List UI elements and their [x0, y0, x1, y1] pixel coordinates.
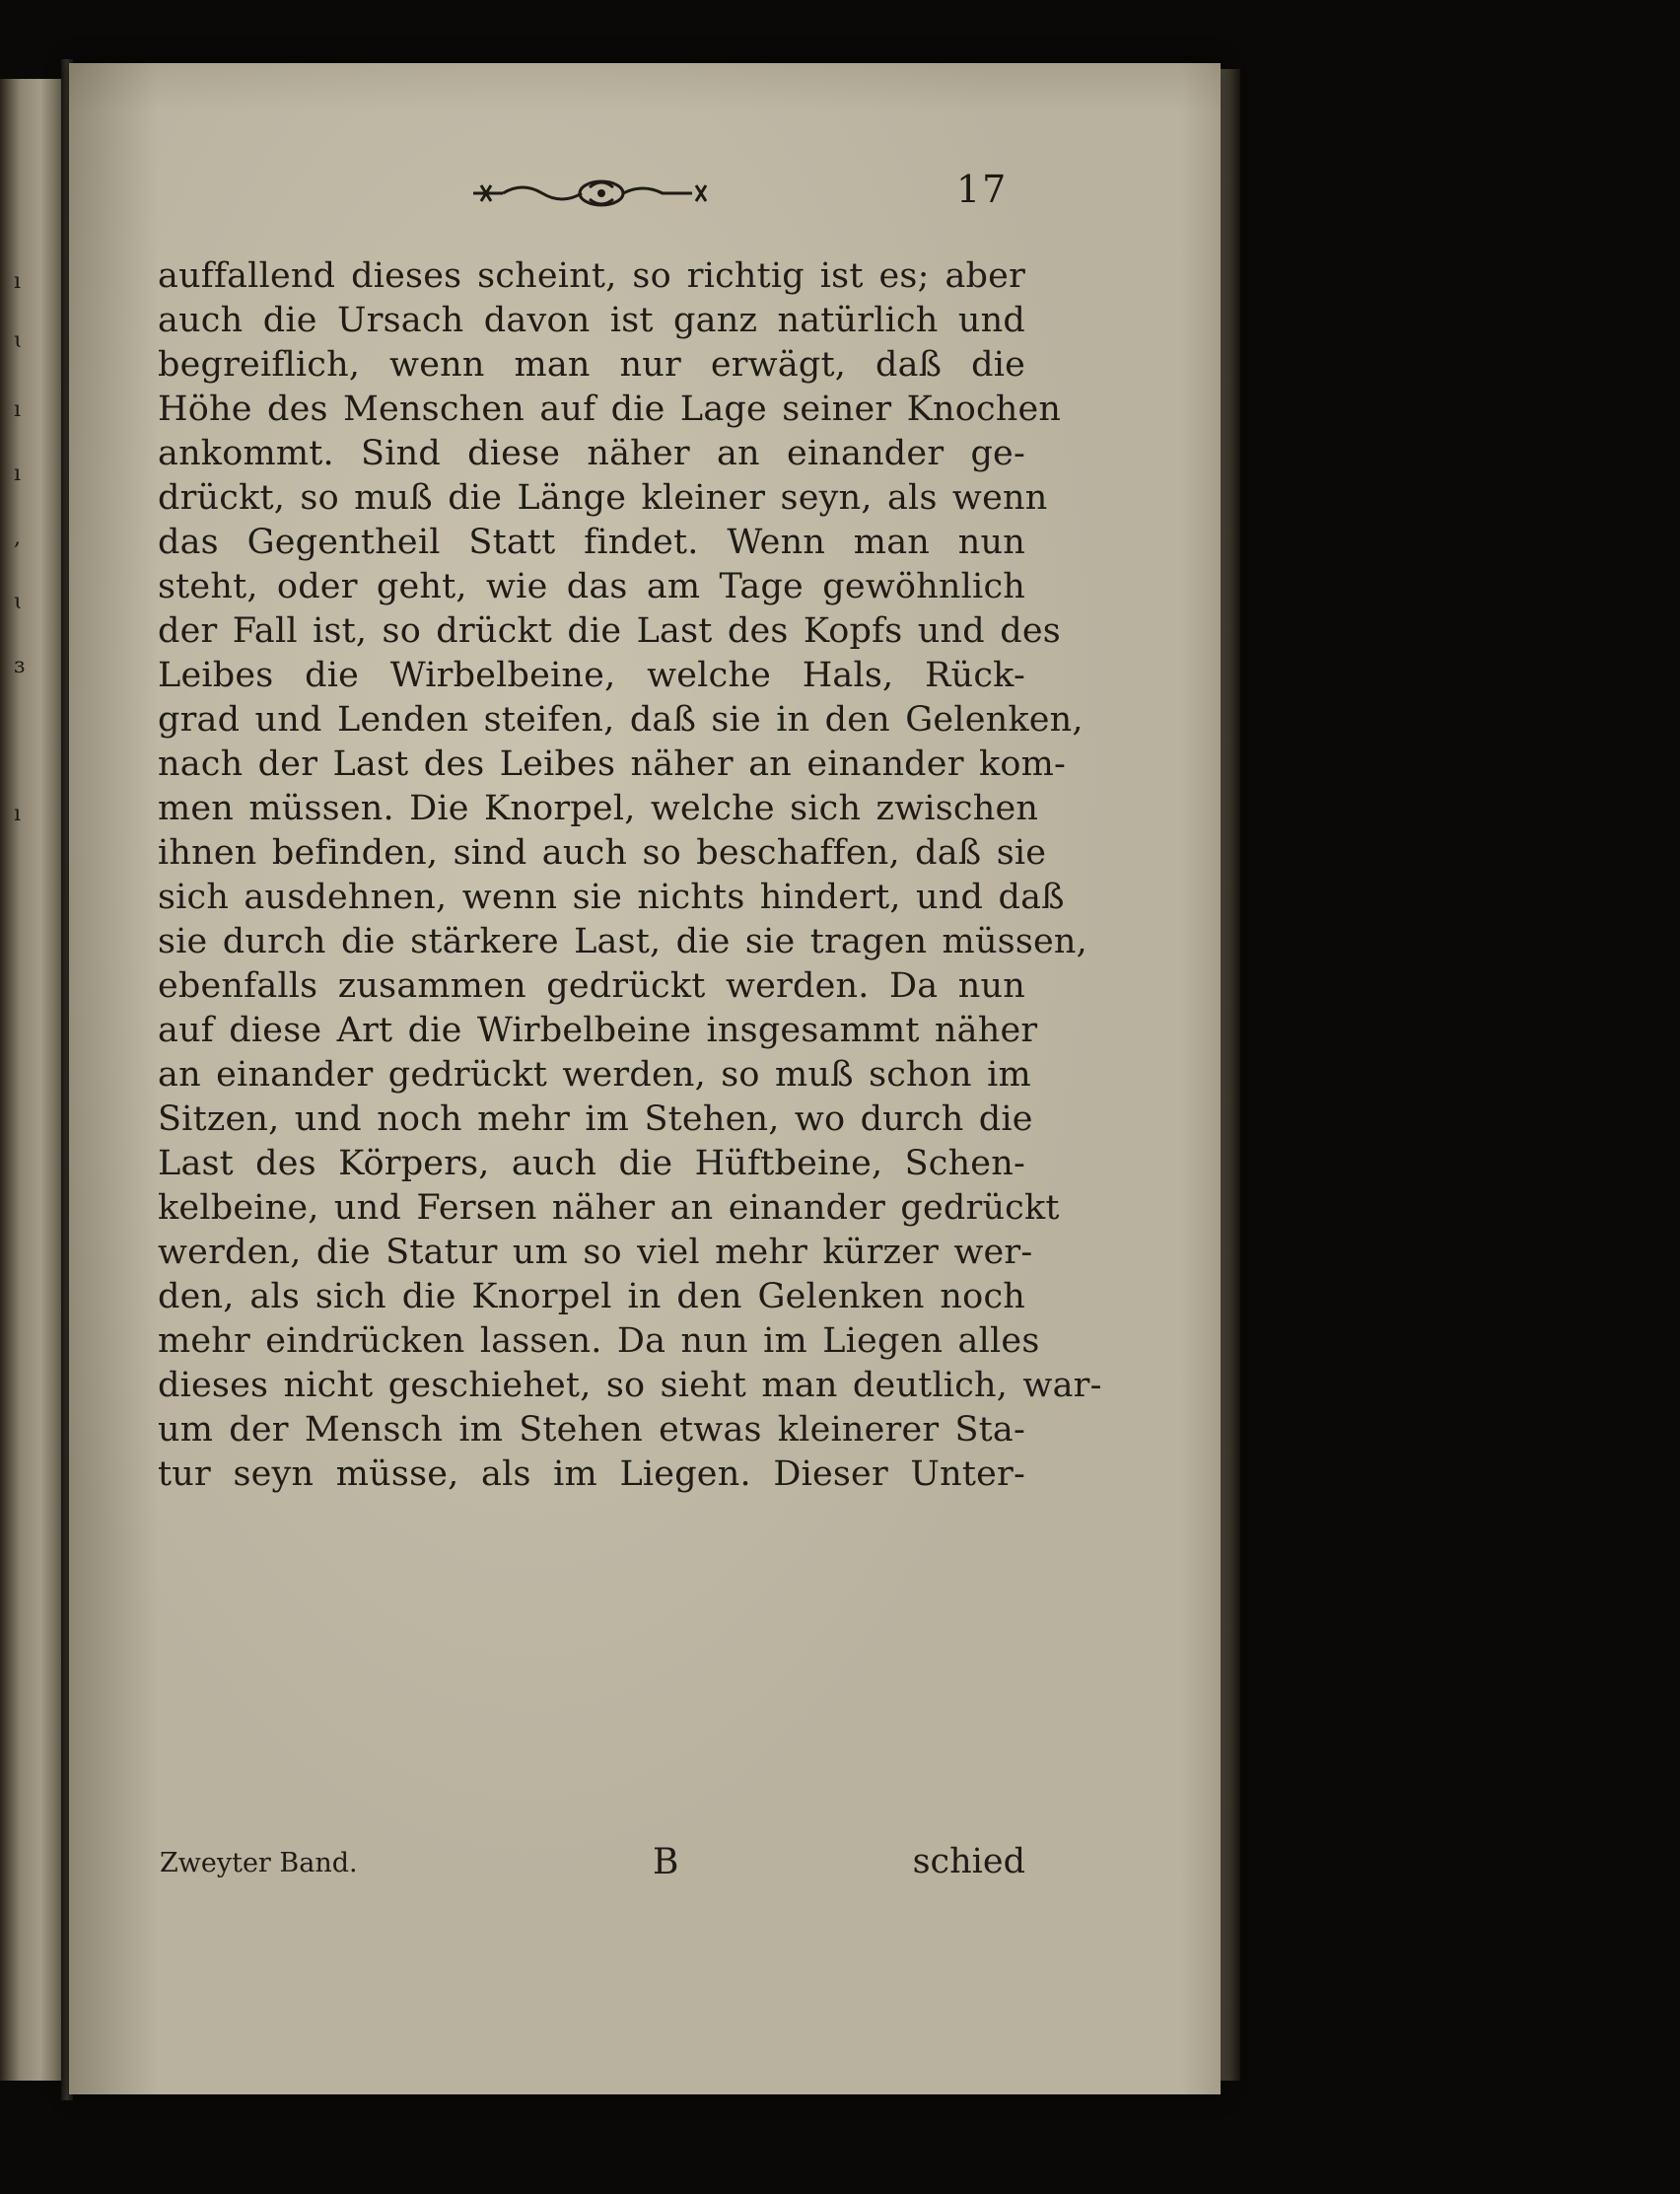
- volume-signature: Zweyter Band.: [160, 1848, 358, 1878]
- facing-page-edge: [0, 79, 67, 2081]
- facing-page-letter-fragment: ɜ: [14, 654, 26, 678]
- text-line: sie durch die stärkere Last, die sie tragen müssen,: [158, 922, 1087, 961]
- page-number: 17: [956, 168, 1009, 211]
- text-line: ihnen befinden, sind auch so beschaffen, daß sie: [158, 833, 1047, 873]
- facing-page-letter-fragment: ,: [14, 526, 21, 550]
- text-line: ebenfalls zusammen gedrückt werden. Da nun: [158, 966, 1025, 1006]
- text-line: Höhe des Menschen auf die Lage seiner Knochen: [158, 389, 1062, 429]
- text-line: tur seyn müsse, als im Liegen. Dieser Unter-: [158, 1454, 1025, 1494]
- running-header: [463, 166, 1035, 225]
- text-line: den, als sich die Knorpel in den Gelenken noch: [158, 1277, 1025, 1316]
- text-line: Leibes die Wirbelbeine, welche Hals, Rück-: [158, 656, 1025, 695]
- text-line: der Fall ist, so drückt die Last des Kopfs und des: [158, 611, 1061, 651]
- text-line: auf diese Art die Wirbelbeine insgesammt näher: [158, 1011, 1038, 1050]
- page-footer: [160, 1842, 1025, 1891]
- text-line: mehr eindrücken lassen. Da nun im Liegen alles: [158, 1321, 1040, 1361]
- text-line: werden, die Statur um so viel mehr kürzer wer-: [158, 1233, 1033, 1272]
- text-line: um der Mensch im Stehen etwas kleinerer Sta-: [158, 1410, 1025, 1450]
- text-line: grad und Lenden steifen, daß sie in den Gelenken,: [158, 700, 1084, 740]
- text-line: Sitzen, und noch mehr im Stehen, wo durch die: [158, 1099, 1033, 1139]
- facing-page-letter-fragment: ı: [14, 397, 22, 422]
- text-line: auch die Ursach davon ist ganz natürlich und: [158, 301, 1025, 340]
- text-line: begreiflich, wenn man nur erwägt, daß die: [158, 345, 1025, 385]
- catchword: schied: [912, 1842, 1025, 1881]
- text-line: men müssen. Die Knorpel, welche sich zwischen: [158, 789, 1039, 828]
- text-line: an einander gedrückt werden, so muß schon im: [158, 1055, 1031, 1095]
- facing-page-letter-fragment: ı: [14, 461, 22, 486]
- headpiece-ornament-icon: [463, 174, 720, 213]
- body-text: [158, 254, 1102, 1497]
- facing-page-letter-fragment: ı: [14, 269, 22, 294]
- facing-page-letter-fragment: ı: [14, 802, 22, 826]
- facing-page-letter-fragment: ɩ: [14, 590, 23, 614]
- text-line: Last des Körpers, auch die Hüftbeine, Schen-: [158, 1144, 1025, 1183]
- text-line: steht, oder geht, wie das am Tage gewöhnlich: [158, 567, 1025, 606]
- text-line: das Gegentheil Statt findet. Wenn man nun: [158, 523, 1025, 562]
- text-line: kelbeine, und Fersen näher an einander gedrückt: [158, 1188, 1060, 1228]
- sheet-signature-mark: B: [653, 1842, 679, 1882]
- text-line: sich ausdehnen, wenn sie nichts hindert, und daß: [158, 878, 1065, 917]
- text-line: auffallend dieses scheint, so richtig ist es; aber: [158, 256, 1025, 296]
- facing-page-letter-fragment: ɩ: [14, 328, 23, 353]
- text-line: nach der Last des Leibes näher an einander kom-: [158, 744, 1067, 784]
- text-line: drückt, so muß die Länge kleiner seyn, als wenn: [158, 478, 1048, 518]
- text-line: ankommt. Sind diese näher an einander ge-: [158, 434, 1025, 473]
- text-line: dieses nicht geschiehet, so sieht man deutlich, war-: [158, 1366, 1102, 1405]
